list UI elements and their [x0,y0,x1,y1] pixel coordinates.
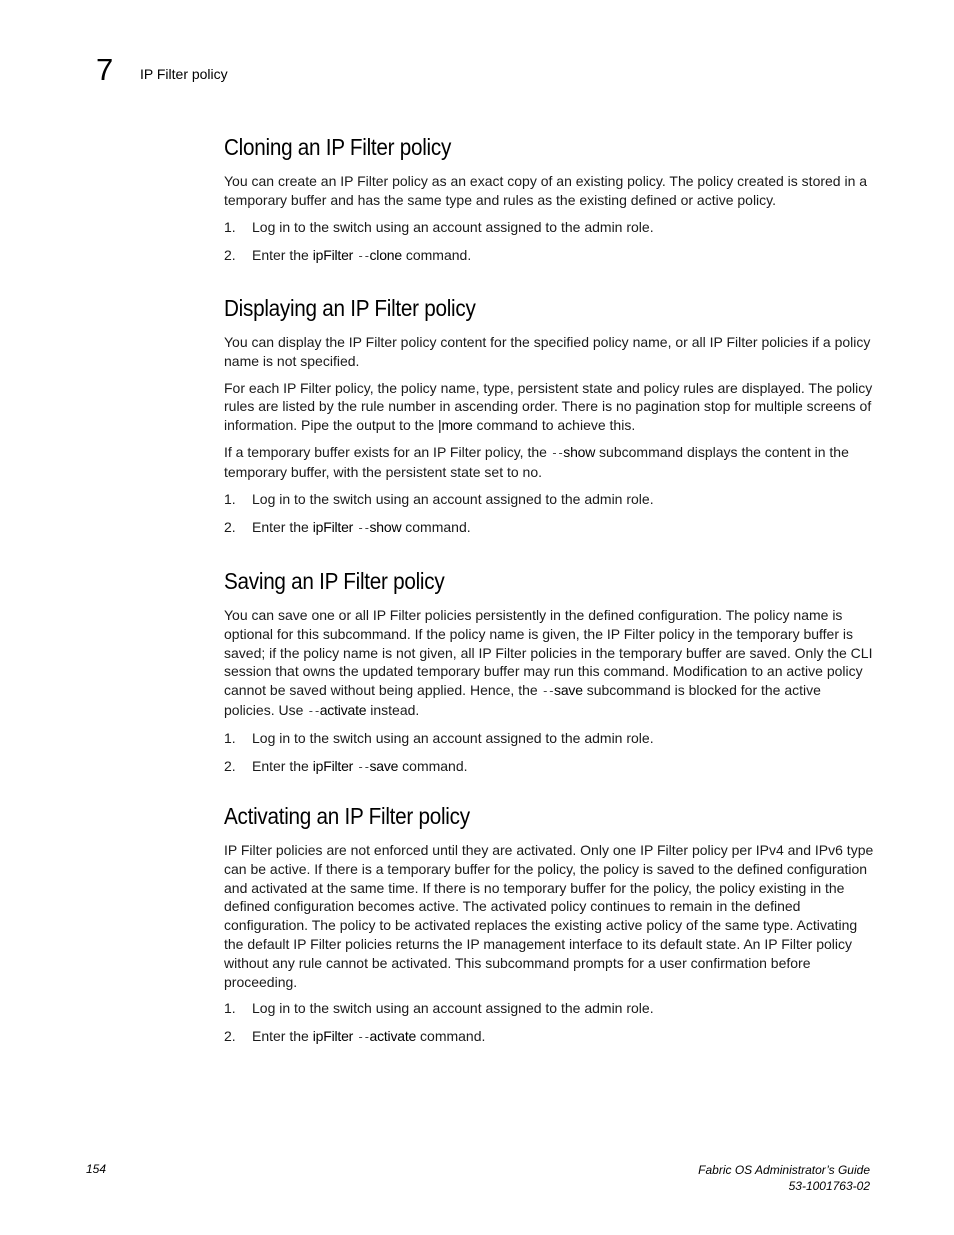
paragraph: IP Filter policies are not enforced until they are activated. Only one IP Filter policy per IPv4 and IPv6 type can be active. If there is a temporary buffer for the policy, the policy is saved to the defined configuration and activated at the same time. If there is no temporary buffer for the policy, the policy existing in the defined configuration becomes active. The activated policy continues to remain in the defined configuration. The policy to be activated replaces the existing active policy of the same type. Activating the default IP Filter policies returns the IP management interface to its default state. An IP Filter policy without any rule cannot be activated. This subcommand prompts for a user confirmation before proceeding. [224,842,874,990]
guide-title: Fabric OS Administrator’s Guide [698,1163,870,1177]
paragraph [224,443,874,482]
chapter-number: 7 [96,52,114,87]
section-heading: Saving an IP Filter policy [224,568,445,594]
step-number: 1. [224,1000,236,1017]
step-text-prefix: Enter the [252,1028,309,1045]
step-text-suffix: command. [405,246,472,263]
paragraph [224,606,874,721]
option-prefix: -- [357,248,370,263]
step-list [224,490,874,538]
subcommand-name: show [369,518,402,535]
step-list [224,218,874,266]
subcommand-name: activate [369,1028,417,1045]
paragraph-text: You can save one or all IP Filter policies persistently in the defined configuration. The policy name is optional for this subcommand. If the policy name is given, the IP Filter policy in the temporary buffer is saved; if the policy name is not given, all IP Filter policies in the temporary buffer are saved. Only the CLI session that owns the updated temporary buffer may run this command. Modification to an active policy cannot be saved without being applied. Hence, the [224,607,873,699]
subcommand-name: save [369,757,399,774]
step-number: 2. [224,757,236,774]
paragraph-text: command to achieve this. [476,417,636,434]
subcommand-name: clone [369,246,402,263]
section-activating [224,801,874,1056]
step-text: Log in to the switch using an account assigned to the admin role. [252,729,654,746]
step-item [224,490,874,509]
subcommand-name: save [554,682,583,699]
paragraph: You can create an IP Filter policy as an exact copy of an existing policy. The policy created is stored in a temporary buffer and has the same type and rules as the existing defined or active policy. [224,173,868,208]
paragraph-text: subcommand is blocked for the active policies. Use [224,682,821,718]
step-text-suffix: command. [420,1028,486,1045]
paragraph-text: For each IP Filter policy, the policy name, type, persistent state and policy rules are displayed. The policy rules are listed by the rule number in ascending order. There is no pagination stop for multiple screens of information. Pipe the output to the [224,379,873,434]
section-displaying [224,293,874,547]
footer-info [698,1162,870,1194]
step-item [224,518,874,538]
command-name: |more [438,417,473,434]
section-heading: Activating an IP Filter policy [224,803,470,829]
step-number: 1. [224,218,236,235]
step-item [224,246,874,266]
step-text: Log in to the switch using an account assigned to the admin role. [252,218,654,235]
paragraph [224,379,874,435]
option-prefix: -- [357,1030,370,1045]
section-saving [224,566,874,786]
step-item [224,999,874,1018]
option-prefix: -- [357,520,370,535]
step-text-suffix: command. [405,518,471,535]
option-prefix: -- [550,445,564,460]
step-text: Log in to the switch using an account assigned to the admin role. [252,490,654,507]
running-header: IP Filter policy [140,66,228,82]
command-name: ipFilter [312,246,354,263]
section-heading: Displaying an IP Filter policy [224,295,476,321]
option-prefix: -- [541,684,555,699]
step-text-prefix: Enter the [252,246,309,263]
step-list [224,729,874,777]
paragraph-text: If a temporary buffer exists for an IP Filter policy, the [224,443,547,460]
step-number: 2. [224,1028,236,1045]
section-cloning [224,132,874,275]
step-number: 1. [224,490,236,507]
page-number: 154 [86,1162,107,1176]
command-name: ipFilter [312,518,354,535]
option-prefix: -- [357,759,370,774]
option-prefix: -- [307,703,320,718]
paragraph-text: subcommand displays the content in the temporary buffer, with the persistent state set to no. [224,443,849,480]
step-item [224,1027,874,1047]
command-name: ipFilter [312,757,354,774]
step-item [224,729,874,748]
subcommand-name: activate [319,701,367,718]
document-number: 53-1001763-02 [788,1179,870,1193]
step-number: 2. [224,246,236,263]
step-text-prefix: Enter the [252,757,309,774]
step-number: 1. [224,729,236,746]
subcommand-name: show [563,443,596,460]
step-text-suffix: command. [402,757,468,774]
paragraph-text: instead. [370,701,420,718]
step-text: Log in to the switch using an account assigned to the admin role. [252,1000,654,1017]
step-number: 2. [224,518,236,535]
section-heading: Cloning an IP Filter policy [224,134,452,160]
step-item [224,218,874,237]
paragraph: You can display the IP Filter policy content for the specified policy name, or all IP Filter policies if a policy name is not specified. [224,334,871,369]
step-text-prefix: Enter the [252,518,309,535]
step-list [224,999,874,1047]
command-name: ipFilter [312,1028,354,1045]
step-item [224,757,874,777]
